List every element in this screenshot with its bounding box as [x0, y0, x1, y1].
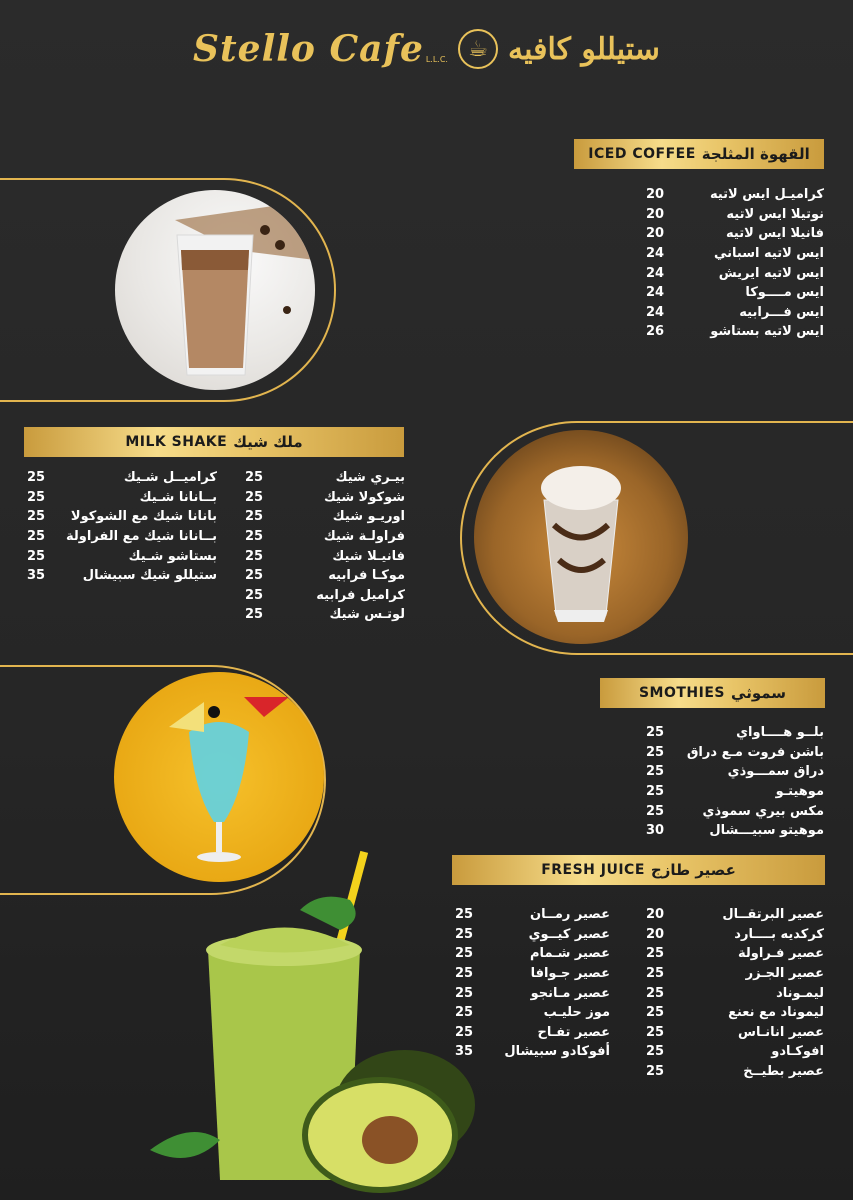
list-item: 25 عصير انانـاس — [646, 1024, 824, 1040]
list-item: 25 بــانانا شـيك — [27, 489, 217, 505]
milk-shake-title-ar: ملك شيك — [233, 433, 303, 451]
list-item: 25 عصير شـمام — [455, 946, 610, 962]
list-item: 24 ايس فـــرابيه — [646, 304, 824, 320]
list-item: 25 افوكـادو — [646, 1044, 824, 1060]
iced-coffee-title-ar: القهوة المثلجة — [701, 145, 810, 163]
milk-shake-list-2 — [27, 468, 217, 586]
list-item: 20 عصير البرتقــال — [646, 907, 824, 923]
list-item: 25 شوكولا شيك — [245, 489, 405, 505]
list-item: 35 أفوكادو سبيشال — [455, 1044, 610, 1060]
milk-shake-list-1 — [245, 468, 405, 625]
brand-llc: L.L.C. — [425, 55, 448, 64]
list-item: 25 بلــو هــــاواي — [646, 725, 824, 741]
list-item: 24 ايس لاتيه ايريش — [646, 265, 824, 281]
fresh-juice-label — [452, 855, 825, 885]
list-item: 25 عصير مـانجو — [455, 985, 610, 1001]
list-item: 25 كراميل فرابيه — [245, 587, 405, 603]
list-item: 25 عصير رمــان — [455, 907, 610, 923]
list-item: 25 عصير الجـزر — [646, 966, 824, 982]
fresh-juice-title-ar: عصير طازج — [650, 861, 736, 879]
list-item: 35 ستيللو شيك سبيشال — [27, 568, 217, 584]
iced-coffee-list — [646, 185, 824, 342]
fresh-juice-title-en: FRESH JUICE — [541, 862, 645, 878]
list-item: 25 ليموناد مع نعنع — [646, 1005, 824, 1021]
smoothies-title-ar: سموثي — [731, 684, 787, 702]
brand-name-ar: ستيللو كافيه — [507, 31, 660, 67]
coffee-lady-icon: ☕ — [458, 29, 498, 69]
milk-shake-title-en: MILK SHAKE — [125, 434, 228, 450]
brand-name-en: Stello Cafe — [193, 28, 424, 70]
milk-shake-label — [24, 427, 404, 457]
avocado-smoothie-image — [150, 850, 480, 1195]
list-item: 25 موز حليـب — [455, 1005, 610, 1021]
list-item: 25 بستاشو شـيك — [27, 548, 217, 564]
list-item: 25 عصير بطيــخ — [646, 1064, 824, 1080]
list-item: 25 باشن فروت مـع دراق — [646, 744, 824, 760]
list-item: 25 بــانانا شيك مع الفراولة — [27, 529, 217, 545]
smoothies-title-en: SMOTHIES — [638, 685, 726, 701]
list-item: 25 عصير جـوافا — [455, 966, 610, 982]
list-item: 25 ليمـوناد — [646, 985, 824, 1001]
list-item: 25 بانانا شيك مع الشوكولا — [27, 509, 217, 525]
list-item: 20 كراميـل ايس لاتيه — [646, 187, 824, 203]
list-item: 25 كراميــل شـيك — [27, 470, 217, 486]
milk-shake-image — [474, 430, 688, 644]
list-item: 25 اوريـو شيك — [245, 509, 405, 525]
list-item: 25 عصير فـراولة — [646, 946, 824, 962]
list-item: 25 لوتـس شيك — [245, 607, 405, 623]
smoothies-label — [600, 678, 825, 708]
list-item: 25 عصير كيــوي — [455, 926, 610, 942]
list-item: 20 نوتيلا ايس لاتيه — [646, 206, 824, 222]
iced-coffee-title-en: ICED COFFEE — [588, 146, 696, 162]
list-item: 25 مكس بيري سموذي — [646, 803, 824, 819]
iced-coffee-label — [574, 139, 824, 169]
header — [0, 28, 853, 70]
fresh-juice-list-1 — [646, 905, 824, 1081]
list-item: 25 بيـري شيك — [245, 470, 405, 486]
list-item: 26 ايس لاتيه بستاشو — [646, 324, 824, 340]
brand-logo — [193, 28, 660, 70]
smoothies-list — [646, 723, 824, 841]
iced-coffee-image — [115, 190, 315, 390]
list-item: 30 موهيتو سبيـــشال — [646, 823, 824, 839]
list-item: 24 ايس لاتيه اسباني — [646, 246, 824, 262]
list-item: 20 فانيلا ايس لاتيه — [646, 226, 824, 242]
list-item: 20 كركديه بــــارد — [646, 926, 824, 942]
list-item: 25 دراق سمـــوذي — [646, 764, 824, 780]
list-item: 25 فانيـلا شيك — [245, 548, 405, 564]
list-item: 25 عصير تفـاح — [455, 1024, 610, 1040]
list-item: 25 موهيتـو — [646, 784, 824, 800]
list-item: 25 فراولـة شيك — [245, 529, 405, 545]
list-item: 25 موكـا فرابيه — [245, 568, 405, 584]
list-item: 24 ايس مــــوكا — [646, 285, 824, 301]
